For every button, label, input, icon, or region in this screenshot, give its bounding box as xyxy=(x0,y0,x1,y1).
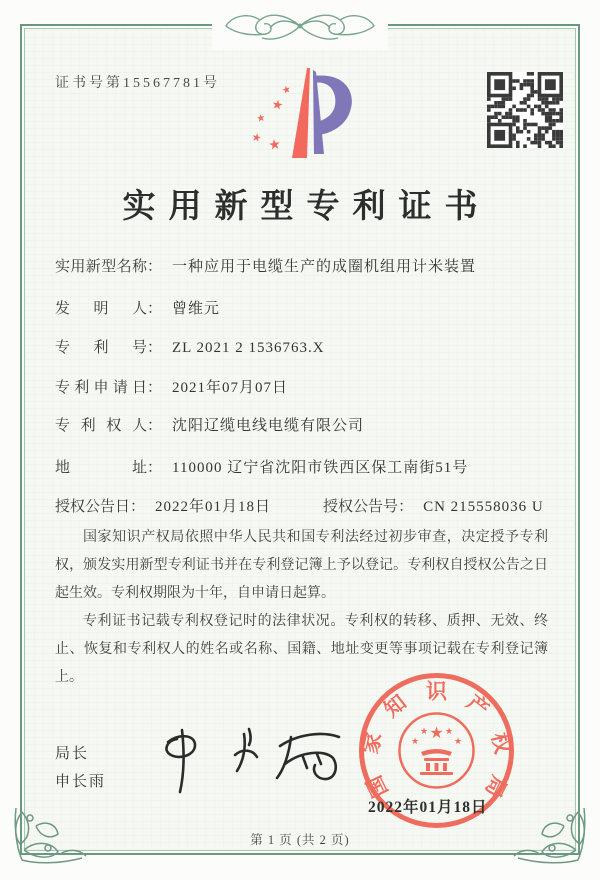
certificate-title: 实用新型专利证书 xyxy=(122,189,491,225)
field-colon: ： xyxy=(147,460,163,476)
commissioner-signature xyxy=(140,716,350,800)
logo-spike-red xyxy=(292,68,310,158)
seal-ring-char: 识 xyxy=(426,679,447,704)
star-icon: ★ xyxy=(255,112,267,125)
field-row-patentee xyxy=(55,414,550,435)
commissioner-block xyxy=(55,740,106,796)
seal-date: 2022年01月18日 xyxy=(368,799,488,816)
field-row-address xyxy=(55,456,550,477)
seal-ring-char: 知 xyxy=(379,690,411,722)
field-value: ZL 2021 2 1536763.X xyxy=(172,340,325,356)
field-colon: ： xyxy=(147,259,163,275)
certificate-number: 证书号第15567781号 xyxy=(55,76,220,91)
field-colon: ： xyxy=(130,499,146,515)
field-value: 一种应用于电缆生产的成圈机组用计米装置 xyxy=(172,259,477,275)
star-icon: ★ xyxy=(453,736,463,746)
seal-ring-char: 权 xyxy=(486,730,515,756)
field-row-grant xyxy=(55,495,550,516)
seal-ring-char: 家 xyxy=(358,730,387,756)
field-row-utility-model-name xyxy=(55,255,550,276)
grant-number-group xyxy=(323,495,544,516)
legal-paragraph-1: 国家知识产权局依照中华人民共和国专利法经过初步审查，决定授予专利权，颁发实用新型专利证书并在专利登记簿上予以登记。专利权自授权公告之日起生效。专利权期限为十年，自申请日起算。 xyxy=(55,530,548,601)
flourish-ornament-icon xyxy=(212,4,388,50)
star-icon: ★ xyxy=(429,725,444,742)
national-emblem xyxy=(411,725,462,775)
flourish-ornament-icon xyxy=(510,798,592,870)
grant-date-value: 2022年01月18日 xyxy=(155,499,272,515)
field-label: 地址 xyxy=(55,460,147,476)
field-colon: ： xyxy=(398,499,414,515)
commissioner-name: 申长雨 xyxy=(55,774,107,790)
page-number: 第 1 页 (共 2 页) xyxy=(250,833,350,847)
seal-ring-char: 产 xyxy=(462,690,494,722)
seal-ring-char: 局 xyxy=(480,771,512,802)
star-icon: ★ xyxy=(444,726,454,736)
legal-paragraph-2: 专利证书记载专利权登记时的法律状况。专利权的转移、质押、无效、终止、恢复和专利权人的姓名或名称、国籍、地址变更等事项记载在专利登记簿上。 xyxy=(55,614,548,685)
field-row-filing-date xyxy=(55,376,550,397)
field-colon: ： xyxy=(147,340,163,356)
grant-date-group xyxy=(55,495,271,516)
star-icon: ★ xyxy=(419,726,429,736)
grant-number-value: CN 215558036 U xyxy=(423,499,544,515)
star-icon: ★ xyxy=(267,137,282,154)
field-colon: ： xyxy=(147,301,163,317)
field-value: 曾维元 xyxy=(172,301,221,317)
star-icon: ★ xyxy=(410,736,420,746)
field-label: 专利权人 xyxy=(55,418,147,434)
field-label: 发明人 xyxy=(55,301,147,317)
field-value: 2021年07月07日 xyxy=(172,380,289,396)
field-row-patent-number xyxy=(55,336,550,357)
field-label: 实用新型名称 xyxy=(55,259,147,275)
star-icon: ★ xyxy=(280,83,293,97)
star-icon: ★ xyxy=(270,96,285,113)
grant-number-label: 授权公告号 xyxy=(323,499,399,515)
cnipa-logo-icon xyxy=(247,62,373,168)
flourish-ornament-icon xyxy=(8,798,90,870)
field-label: 专利号 xyxy=(55,340,147,356)
field-value: 110000 辽宁省沈阳市铁西区保工南街51号 xyxy=(172,460,469,476)
grant-date-label: 授权公告日 xyxy=(55,499,131,515)
field-colon: ： xyxy=(147,380,163,396)
field-value: 沈阳辽缆电线电缆有限公司 xyxy=(172,418,365,434)
legal-text xyxy=(55,524,548,692)
commissioner-title: 局长 xyxy=(55,746,90,762)
field-label: 专利申请日 xyxy=(55,380,147,396)
star-icon: ★ xyxy=(250,131,263,145)
field-row-inventor xyxy=(55,297,550,318)
seal-ring-char: 国 xyxy=(361,771,393,802)
field-colon: ： xyxy=(147,418,163,434)
qr-code xyxy=(487,72,563,148)
